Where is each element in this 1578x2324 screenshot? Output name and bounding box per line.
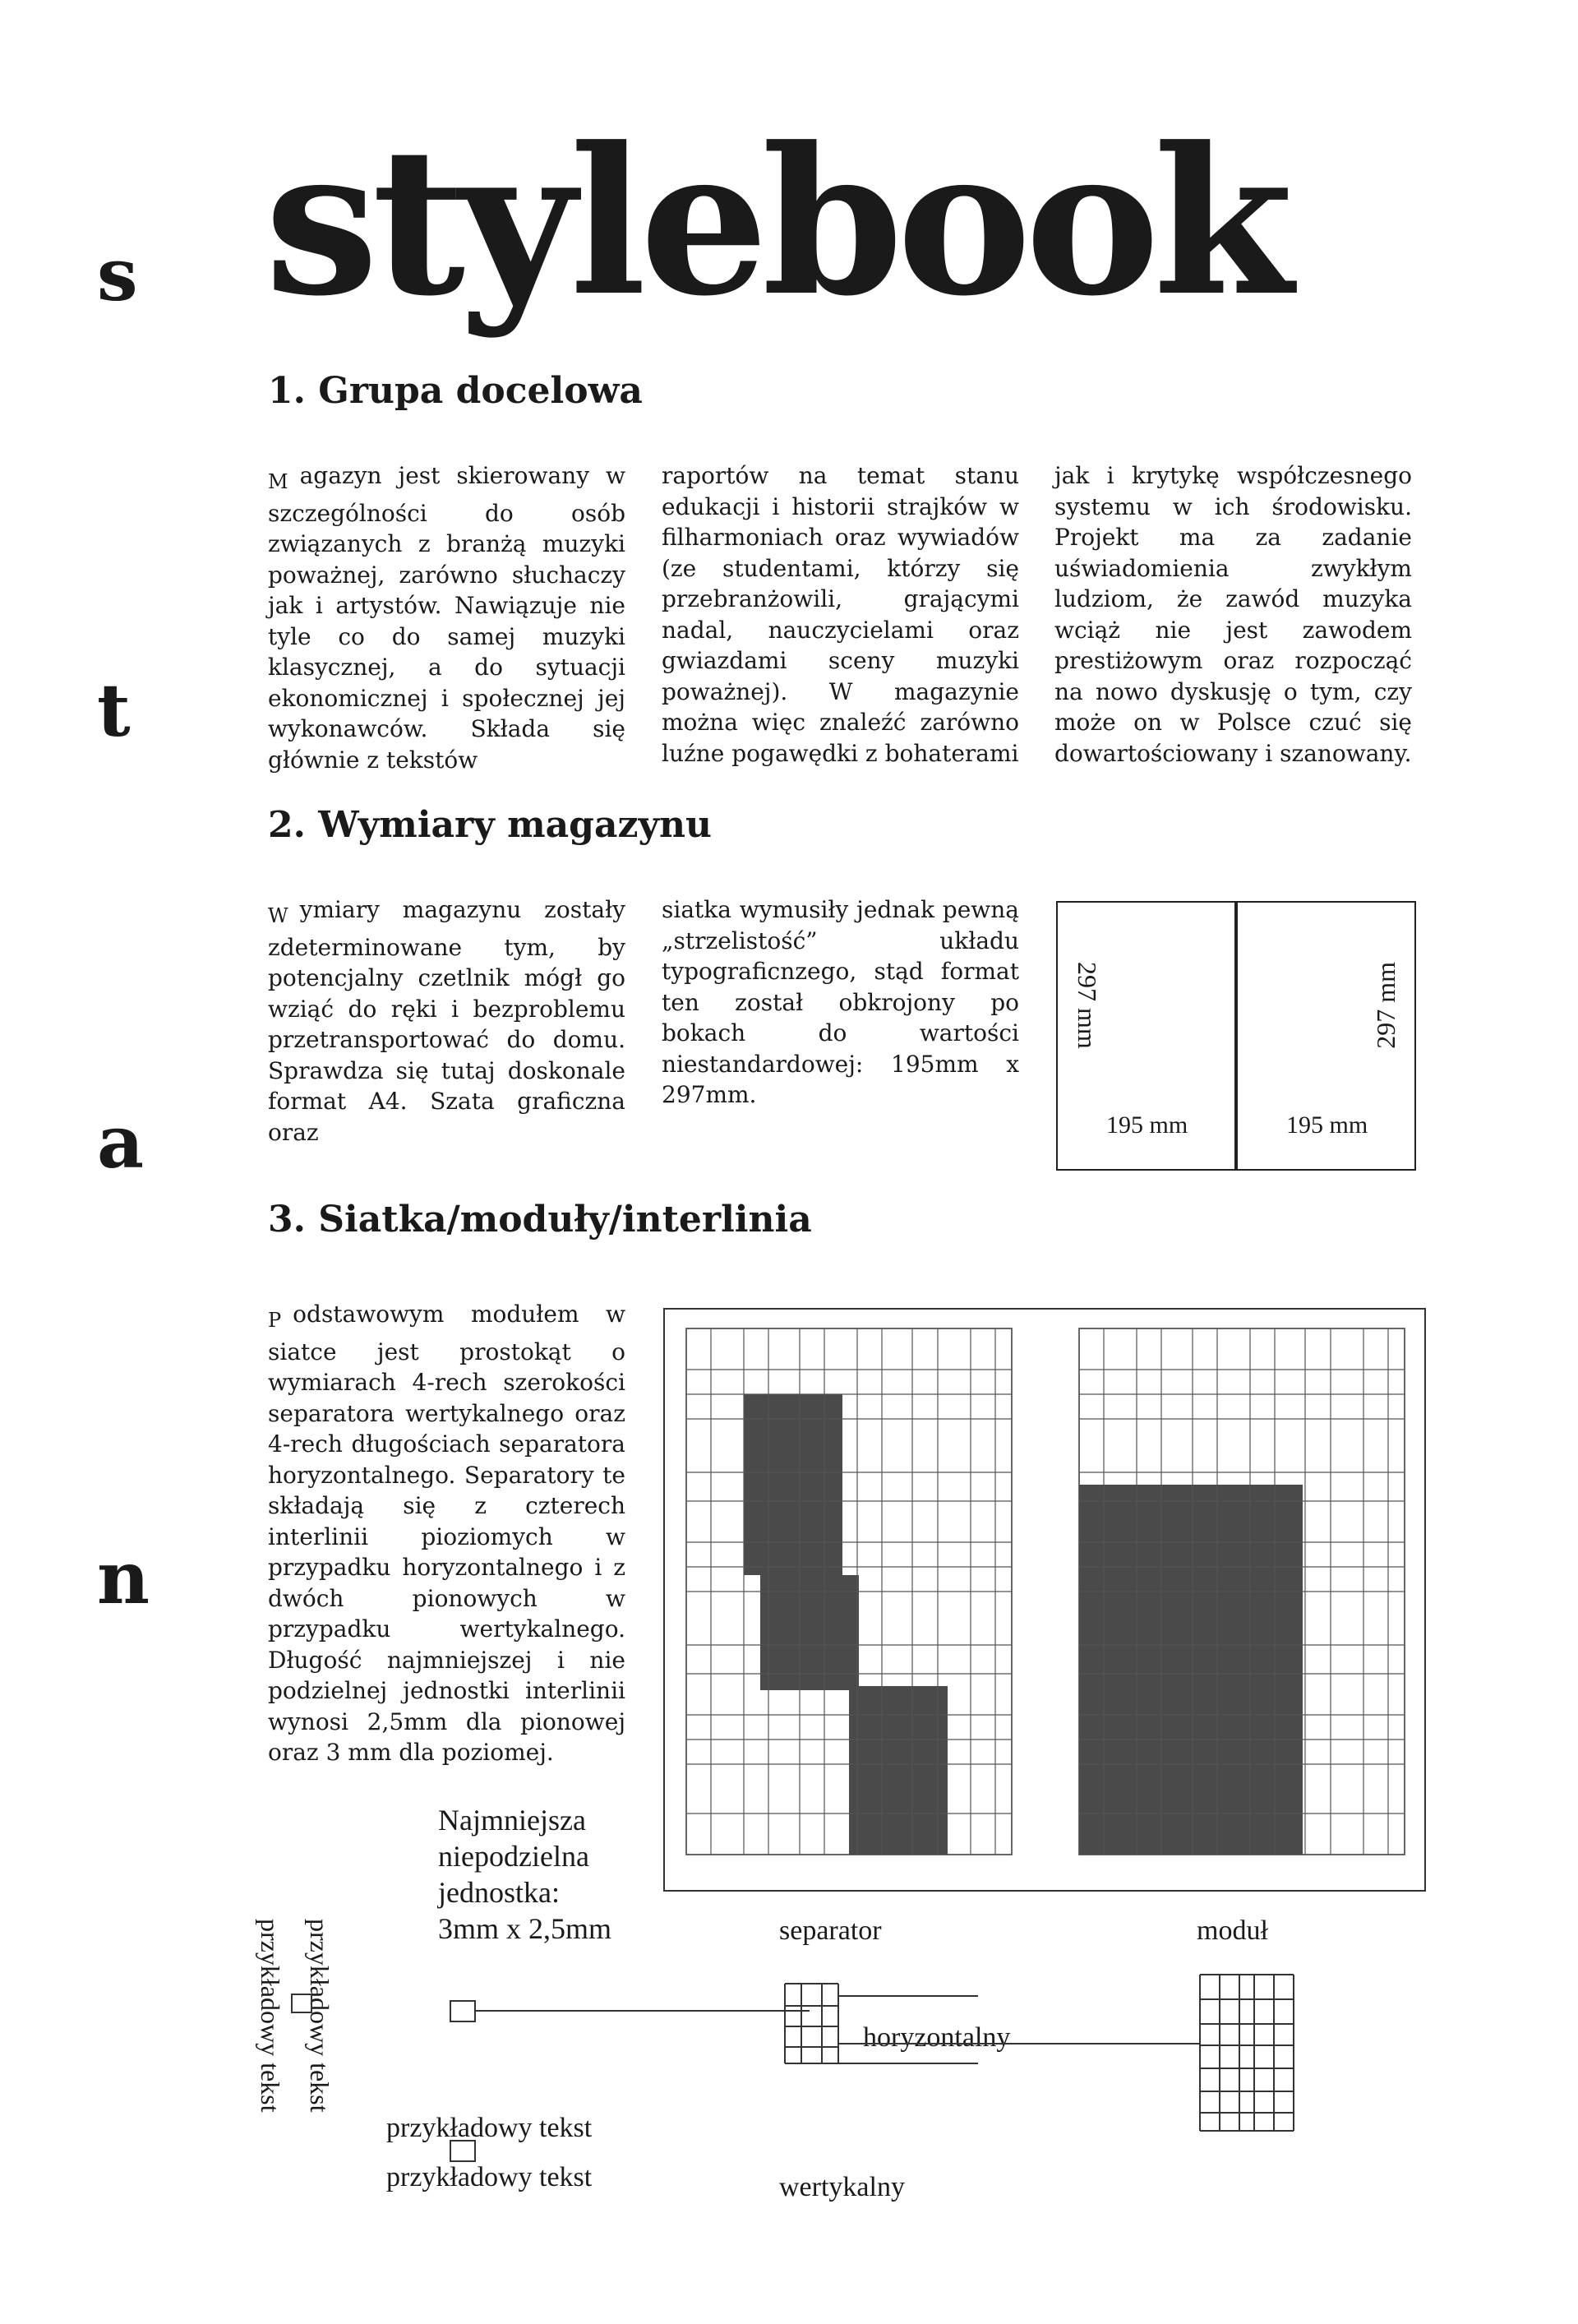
column-text: odstawowym modułem w siatce jest prostokąt o wymiarach 4-rech szerokości separatora wertykalnego oraz 4-rech długościach separatora horyzontalnego. Separatory te składają się z czterech interlinii pioziomych w przypadku horyzontalnego i z dwóch pionowych w przypadku wertykalnego. Długość najmniejszej i nie podzielnej jednostki interlinii wynosi 2,5mm dla pionowej oraz 3 mm dla poziomej. [268,1301,625,1766]
section-1-heading: 1. Grupa docelowa [268,370,643,412]
smallest-unit-line: 3mm x 2,5mm [438,1912,612,1945]
section-3-heading: 3. Siatka/moduły/interlinia [268,1199,812,1241]
side-letter-a: a [97,1099,145,1185]
sample-text-2: przykładowy tekst [386,2162,593,2192]
column-text: agazyn jest skierowany w szczególności do osób związanych z branżą muzyki poważnej, zarówno słuchaczy jak i artystów. Nawiązuje nie tyle co do samej muzyki klasycznej, a do sytuacji ekonomicznej i społecznej jej wykonawców. Składa się głównie z tekstów [268,462,625,774]
side-letter-n: n [97,1535,150,1620]
smallest-unit-line: jednostka: [438,1876,560,1909]
unit-box-icon [450,2001,475,2021]
drop-cap: W [268,904,288,927]
height-label-right: 297 mm [1371,962,1400,1049]
drop-cap: M [268,470,288,493]
side-letter-s: s [97,232,138,317]
section-1-column-2: raportów na temat stanu edukacji i historii strajków w filharmoniach oraz wywiadów (ze studentami, którzy się przebranżowili, grającymi nadal, nauczycielami oraz gwiazdami sceny muzyki poważnej). W magazynie można więc znaleźć zarówno luźne pogawędki z bohaterami [662,462,1019,767]
smallest-unit-line: niepodzielna [438,1840,589,1873]
height-label-left: 297 mm [1073,962,1102,1049]
column-text: ymiary magazynu zostały zdeterminowane tym, by potencjalny czetlnik mógł go wziąć do ręki i bezproblemu przetransportować do domu. Sprawdza się tutaj doskonale format A4. Szata graficzna oraz [268,896,625,1146]
side-letter-t: t [97,668,131,753]
section-2-heading: 2. Wymiary magazynu [268,804,712,846]
smallest-unit-line: Najmniejsza [438,1804,586,1837]
width-label-right: 195 mm [1286,1111,1368,1139]
vertical-label: wertykalny [779,2172,905,2202]
sample-text-1: przykładowy tekst [386,2113,593,2143]
unit-box-small-icon [292,1994,311,2012]
width-label-left: 195 mm [1106,1111,1188,1139]
unit-box-icon [450,2141,475,2161]
horizontal-label: horyzontalny [863,2022,1011,2053]
sample-text-vertical-1: przykładowy tekst [256,1919,285,2113]
separator-block [785,1984,838,2063]
section-1-column-3: jak i krytykę współczesnego systemu w ich środowisku. Projekt ma za zadanie uświadomienia zwykłym ludziom, że zawód muzyka wciąż nie jest zawodem prestiżowym oraz rozpocząć na nowo dyskusję o tym, czy może on w Polsce czuć się dowartościowany i szanowany. [1054,462,1412,767]
sample-text-vertical-2: przykładowy tekst [305,1919,335,2113]
drop-cap: P [268,1309,282,1332]
module-label: moduł [1197,1915,1268,1946]
module-block [1200,1975,1294,2131]
separator-label: separator [779,1915,882,1946]
section-2-column-2: siatka wymusiły jednak pewną „strzelistość” układu typograficnzego, stąd format ten został obkrojony po bokach do wartości niestandardowej: 195mm x 297mm. [662,896,1019,1108]
page-title: stylebook [265,104,1287,341]
